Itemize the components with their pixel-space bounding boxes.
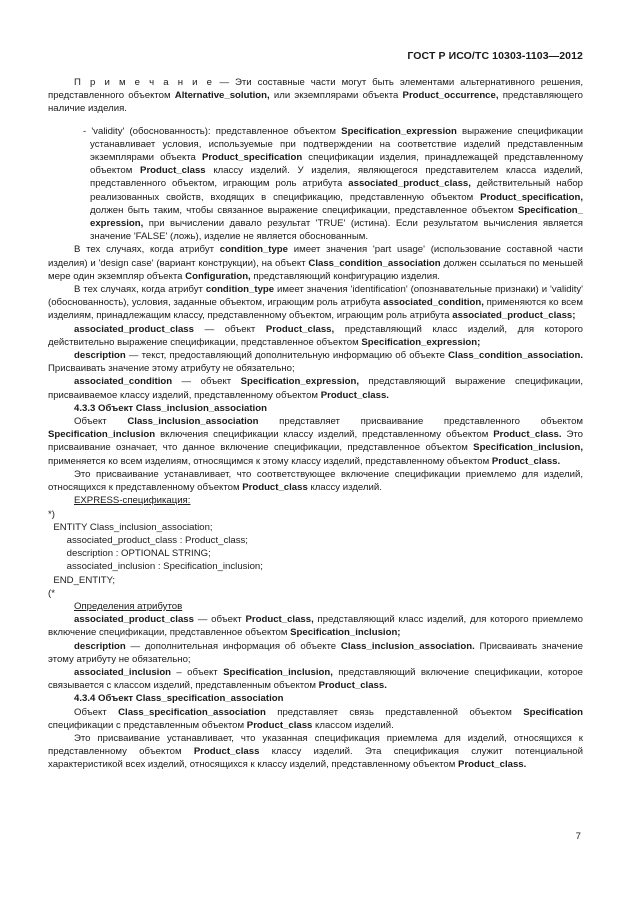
express-code-block	[48, 508, 583, 600]
express-spec-label: EXPRESS-спецификация:	[74, 495, 191, 507]
note-label: П р и м е ч а н и е	[74, 77, 214, 88]
paragraph: Это присваивание устанавливает, что указанная спецификация приемлема для изделий, относящихся к представленному объектом Product_class классу изделий. Эта спецификация служит потенциальной характеристикой всех изделий, относящихся к классу изделий, представленному объектом Product_class.	[48, 732, 583, 771]
page-number: 7	[575, 831, 581, 842]
attribute-definition: description — дополнительная информация об объекте Class_inclusion_association. Присваивать значение этому атрибуту не обязательно;	[48, 640, 583, 665]
paragraph: В тех случаях, когда атрибут condition_type имеет значения 'identification' (опознавательные признаки) и 'validity' (обоснованность), условия, заданные объектом, играющим роль атрибута associated_condition, применяются ко всем изделиям, принадлежащим классу, представленному объектом, играющим роль атрибута associated_product_class;	[48, 284, 583, 322]
section-heading-4-3-4: 4.3.4 Объект Class_specification_association	[74, 693, 284, 705]
paragraph: Это присваивание устанавливает, что соответствующее включение спецификации приемлемо для изделий, относящихся к представленному объектом Product_class классу изделий.	[48, 468, 583, 494]
section-heading-4-3-3: 4.3.3 Объект Class_inclusion_association	[74, 402, 267, 414]
document-header: ГОСТ Р ИСО/ТС 10303-1103—2012	[407, 50, 583, 62]
validity-list-item: - 'validity' (обоснованность): представленное объектом Specification_expression выражение спецификации устанавливает условия, используемые при подтверждении на соответствие изделий представленным экземплярами объекта Product_specification спецификации изделия, принадлежащей представленному объектом Product_class классу изделий. У изделия, являющегося представителем класса изделий, представленного объектом, играющим роль атрибута associated_product_class, действительный набор реализованных свойств, входящих в спецификацию, представленную объектом Product_specification, должен быть таким, чтобы связанное выражение спецификации, представленное объектом Specification_ expression, при вычислении давало результат 'TRUE' (истина). Если результатом вычисления является значение 'FALSE' (ложь), изделие не является обоснованным.	[83, 125, 583, 243]
code-line: ENTITY Class_inclusion_association;	[48, 521, 213, 533]
attribute-definition: associated_inclusion – объект Specification_inclusion, представляющий включение спецификации, которое связывается с классом изделий, представленным объектом Product_class.	[48, 666, 584, 692]
paragraph: Объект Class_specification_association представляет связь представленной объектом Specification спецификации с представленным объектом Product_class классом изделий.	[48, 706, 583, 731]
code-line: associated_inclusion : Specification_inclusion;	[48, 561, 263, 573]
code-line: END_ENTITY;	[48, 574, 116, 586]
paragraph: В тех случаях, когда атрибут condition_type имеет значения 'part usage' (использование составной части изделия) и 'design case' (вариант конструкции), на объект Class_condition_association должен ссылаться по меньшей мере один экземпляр объекта Configuration, представляющий конфигурацию изделия.	[48, 244, 584, 282]
page-content	[48, 76, 583, 772]
code-line: description : OPTIONAL STRING;	[48, 548, 211, 560]
note-paragraph: П р и м е ч а н и е — Эти составные части могут быть элементами альтернативного решения, представленного объектом Alternative_solution, или экземплярами объекта Product_occurrence, представляющего наличие изделия.	[48, 77, 583, 115]
attribute-definition: associated_product_class — объект Product_class, представляющий класс изделий, для которого приемлемо включение спецификации, представленное объектом Specification_inclusion;	[48, 614, 583, 639]
attribute-definition: description — текст, предоставляющий дополнительную информацию об объекте Class_condition_association. Присваивать значение этому атрибуту не обязательно;	[48, 350, 583, 375]
code-line: *)	[48, 508, 55, 520]
attribute-definition: associated_condition — объект Specification_expression, представляющий выражение спецификации, присваиваемое классу изделий, представленному объектом Product_class.	[48, 376, 583, 401]
attribute-definition: associated_product_class — объект Product_class, представляющий класс изделий, для которого действительно выражение спецификации, представленное объектом Specification_expression;	[48, 323, 583, 348]
attribute-definitions-label: Определения атрибутов	[74, 600, 183, 612]
paragraph: Объект Class_inclusion_association представляет присваивание представленного объектом Specification_inclusion включения спецификации классу изделий, представленному объектом Product_class. Это присваивание означает, что данное включение спецификации, представленное объектом Specification_inclusion, применяется ко всем изделиям, относящимся к этому классу изделий, представленному объектом Product_class.	[48, 416, 583, 467]
code-line: (*	[48, 587, 55, 599]
code-line: associated_product_class : Product_class;	[48, 534, 248, 546]
